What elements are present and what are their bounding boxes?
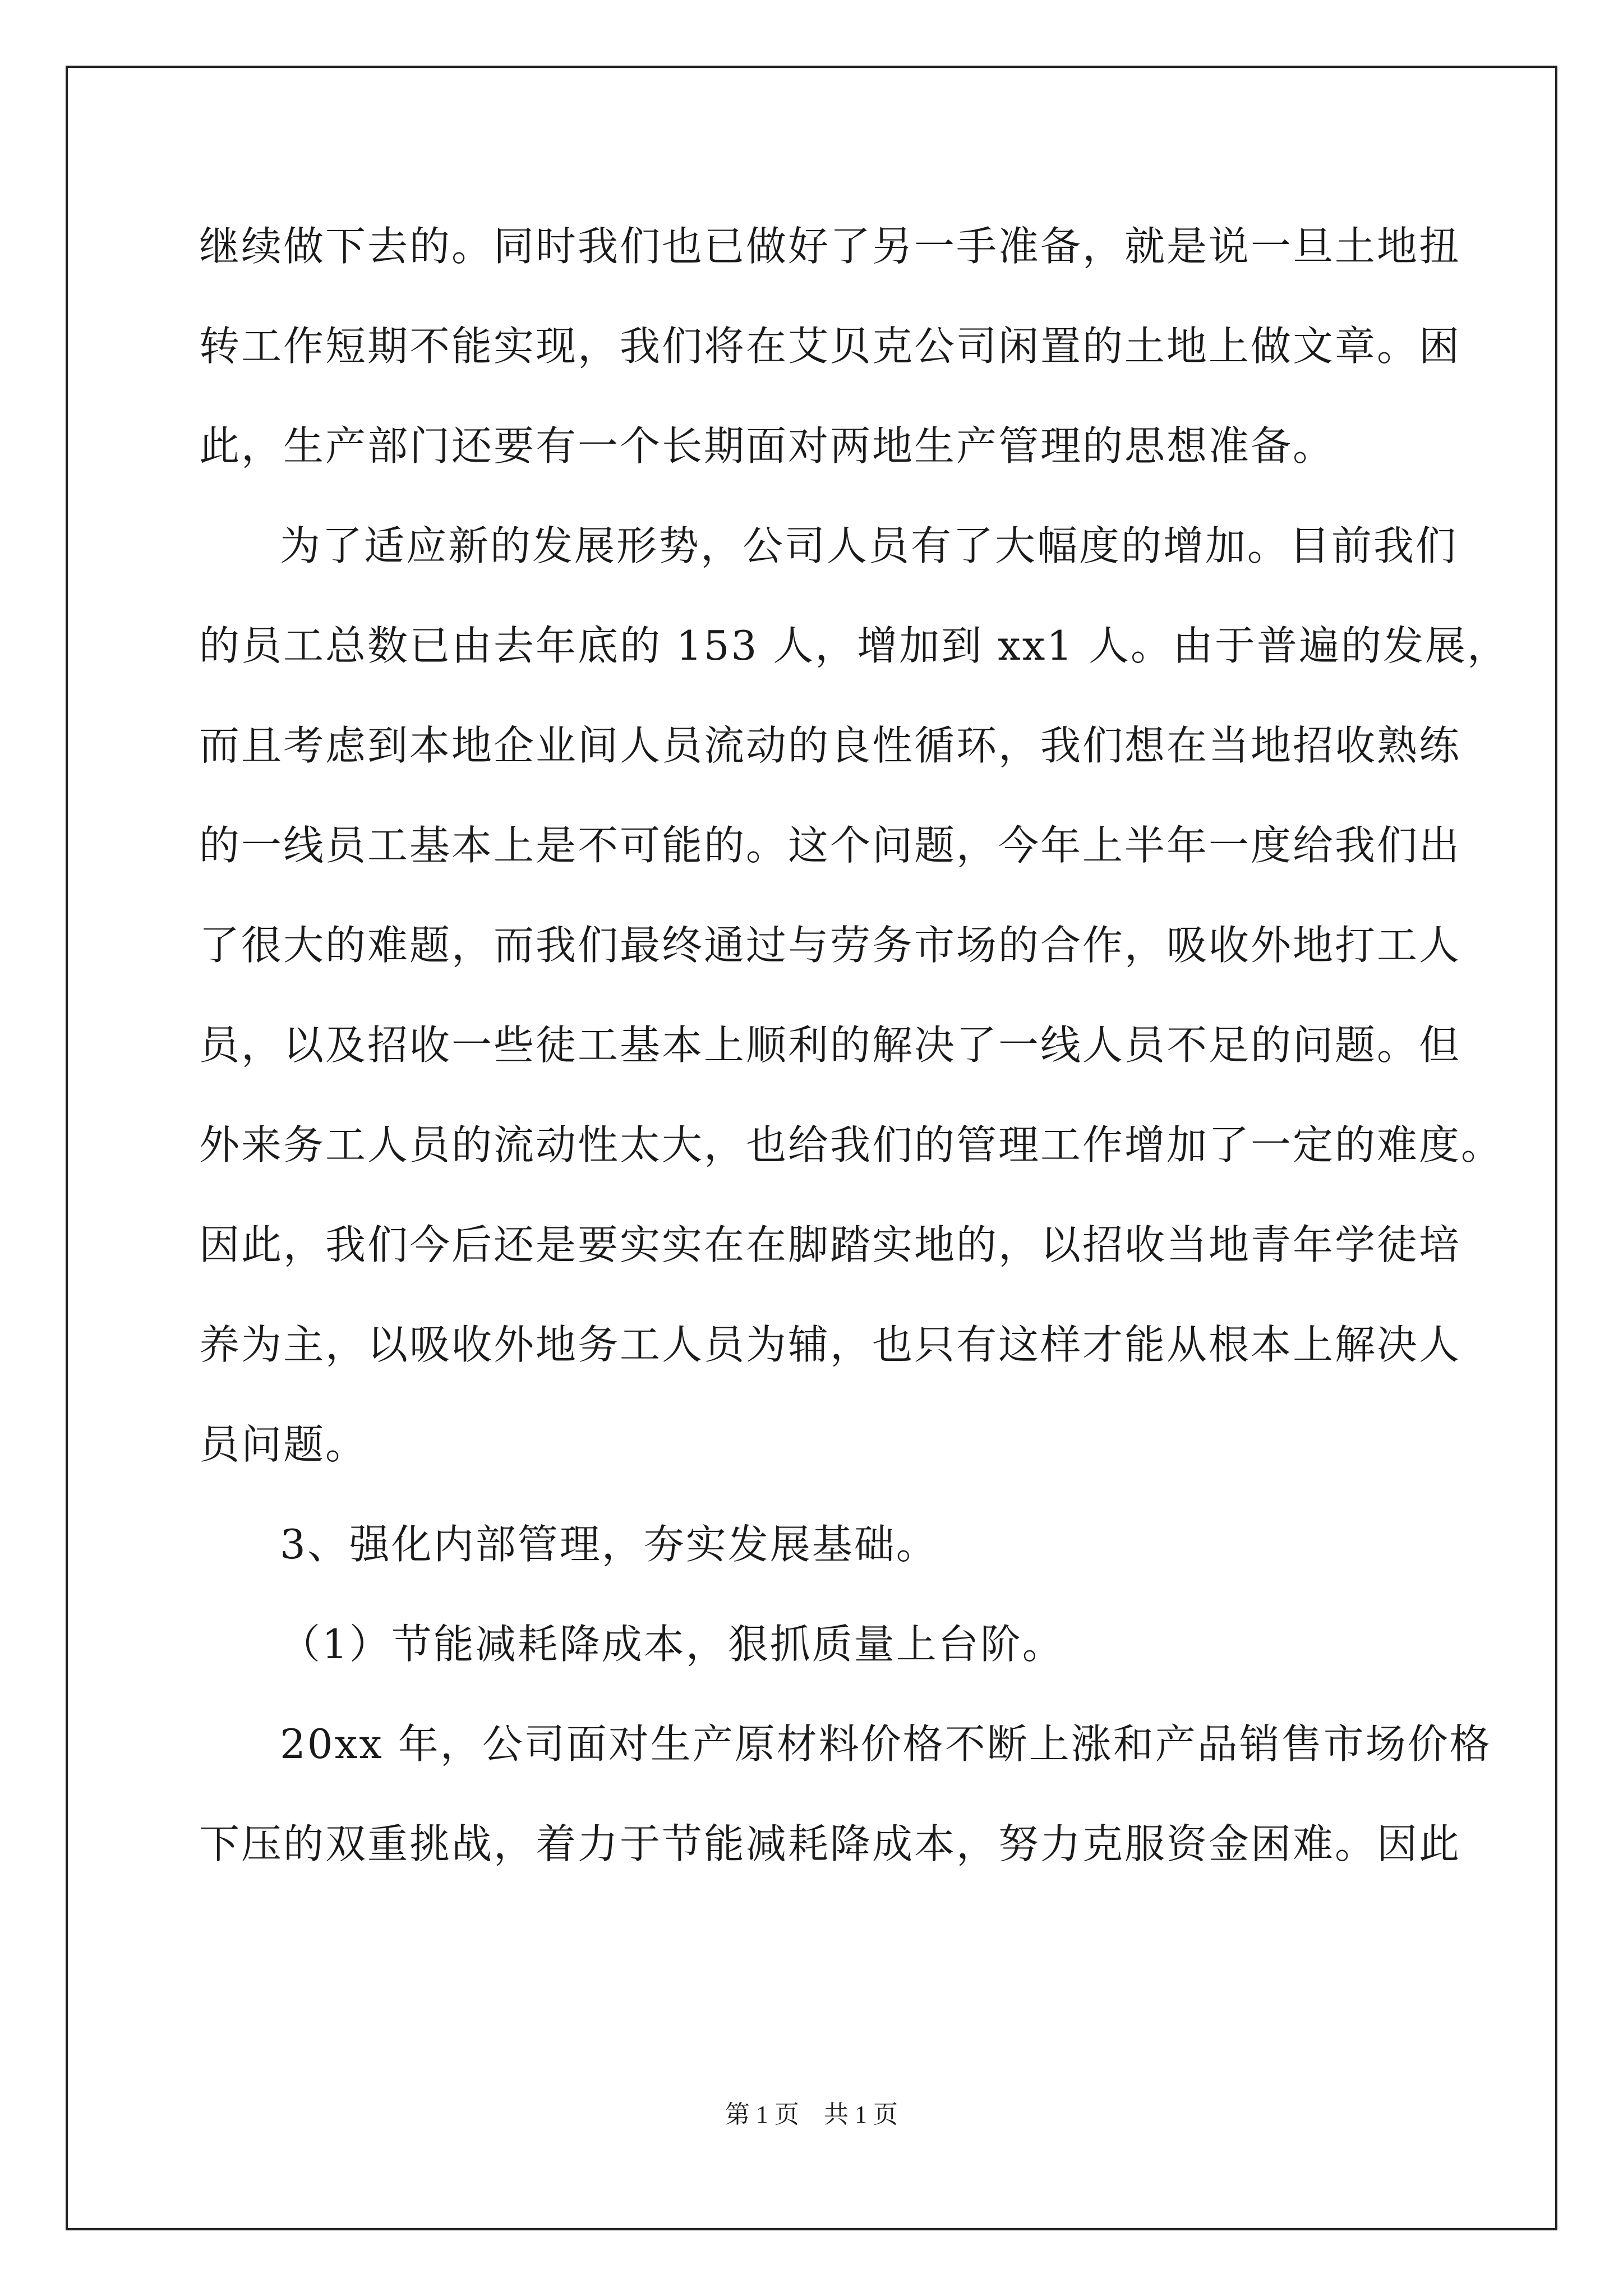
page-footer: 第 1 页 共 1 页 [725,2101,898,2128]
text-line: 养为主，以吸收外地务工人员为辅，也只有这样才能从根本上解决人 [199,1321,1461,1368]
text-line: 的员工总数已由去年底的 153 人，增加到 xx1 人。由于普遍的发展， [199,622,1509,669]
text-line: 转工作短期不能实现，我们将在艾贝克公司闲置的土地上做文章。困 [199,323,1461,370]
text-line: 下压的双重挑战，着力于节能减耗降成本，努力克服资金困难。因此 [199,1820,1461,1867]
text-line: 继续做下去的。同时我们也已做好了另一手准备，就是说一旦土地扭 [199,223,1461,270]
text-line: 因此，我们今后还是要实实在在脚踏实地的，以招收当地青年学徒培 [199,1221,1461,1268]
text-line: 员问题。 [199,1421,368,1468]
text-line: 为了适应新的发展形势，公司人员有了大幅度的增加。目前我们 [280,522,1458,569]
text-line: 此，生产部门还要有一个长期面对两地生产管理的思想准备。 [199,422,1335,470]
text-line: 了很大的难题，而我们最终通过与劳务市场的合作，吸收外地打工人 [199,922,1461,969]
text-line: 的一线员工基本上是不可能的。这个问题，今年上半年一度给我们出 [199,822,1461,869]
text-line: 20xx 年，公司面对生产原材料价格不断上涨和产品销售市场价格 [280,1720,1492,1768]
text-line: 3、强化内部管理，夯实发展基础。 [280,1521,938,1568]
text-line: 外来务工人员的流动性太大，也给我们的管理工作增加了一定的难度。 [199,1121,1504,1168]
text-line: （1）节能减耗降成本，狠抓质量上台阶。 [280,1621,1064,1668]
text-line: 员，以及招收一些徒工基本上顺利的解决了一线人员不足的问题。但 [199,1022,1461,1069]
text-line: 而且考虑到本地企业间人员流动的良性循环，我们想在当地招收熟练 [199,722,1461,769]
document-body [199,196,1509,1894]
